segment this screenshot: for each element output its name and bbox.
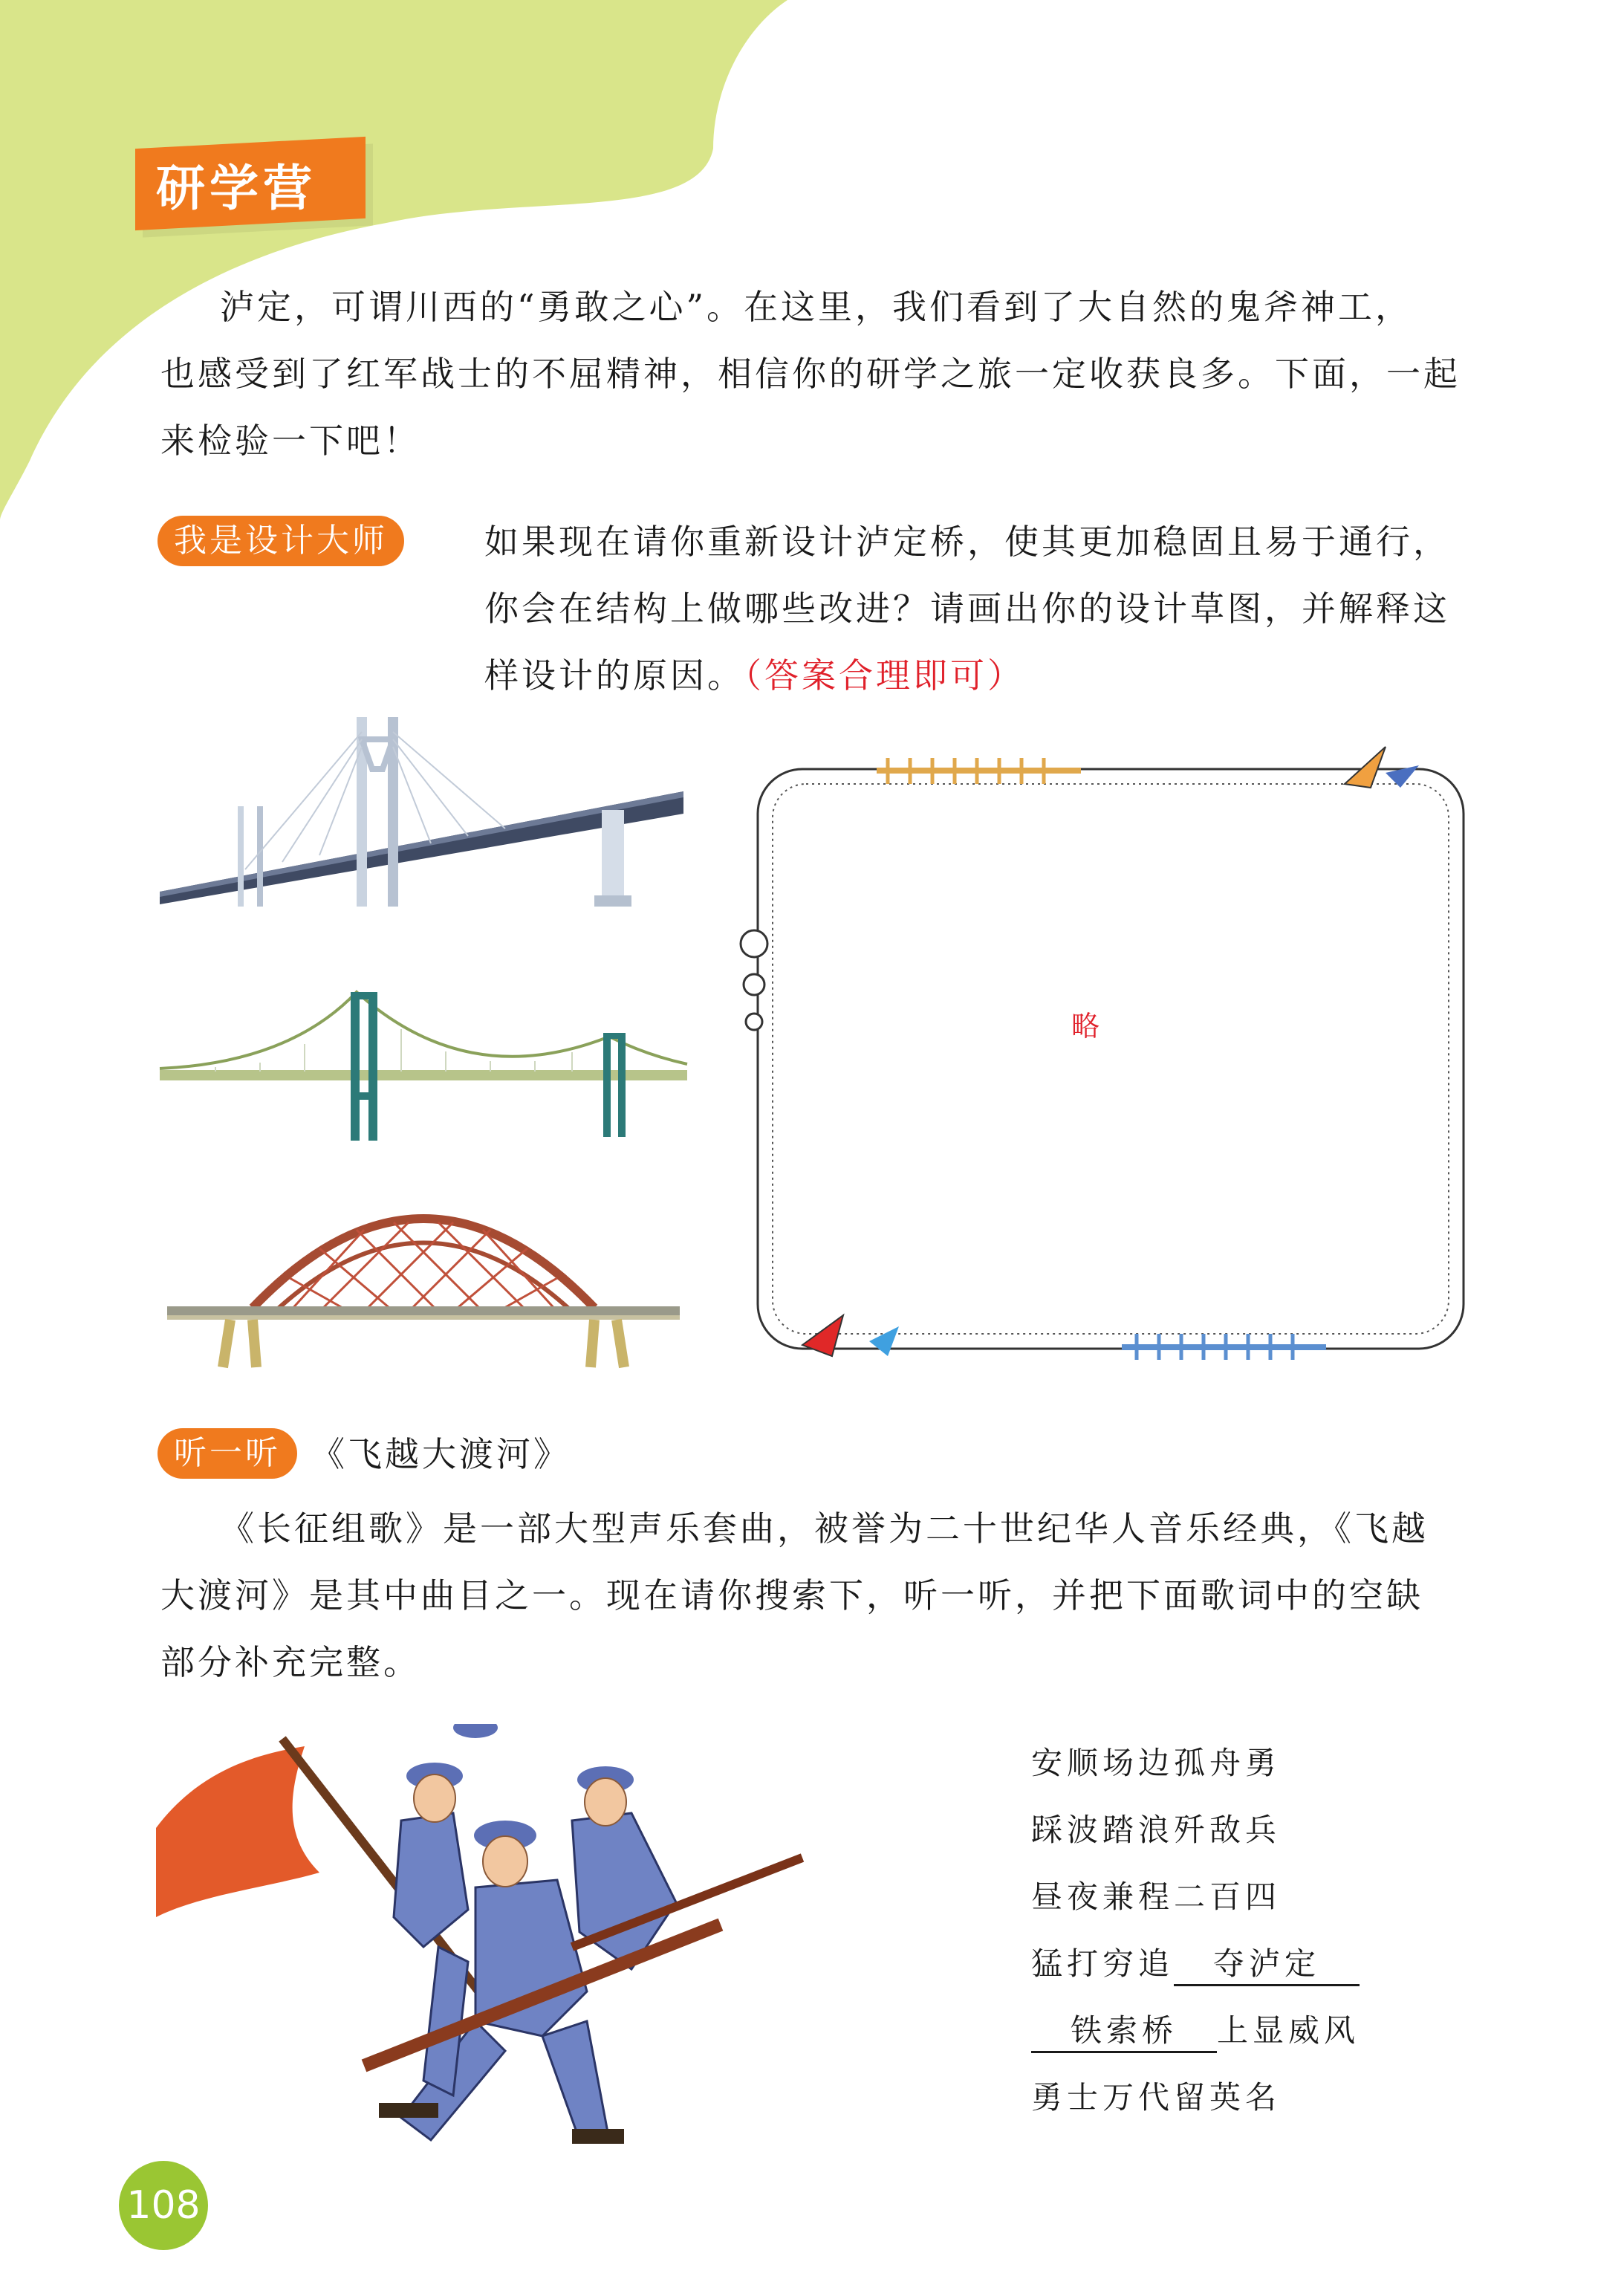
red-army-soldiers-illustration [156,1724,869,2155]
lyric-line-6: 勇士万代留英名 [1031,2079,1282,2116]
cable-stayed-bridge-illustration [156,710,691,910]
lyric-line-5-text: 上显威风 [1217,2012,1360,2049]
sketch-drawing-frame [732,743,1482,1360]
lyric-line-1: 安顺场边孤舟勇 [1031,1745,1282,1781]
song-title: 《飞越大渡河》 [311,1434,571,1474]
design-prompt-line-1: 如果现在请你重新设计泸定桥，使其更加稳固且易于通行， [484,522,1450,562]
listen-label: 听一听 [157,1428,297,1479]
page-number: 108 [119,2161,208,2250]
sketch-answer: 略 [1071,1010,1100,1043]
design-prompt-line-2: 你会在结构上做哪些改进？请画出你的设计草图，并解释这 [484,589,1450,629]
arch-bridge-illustration [156,1189,691,1375]
design-prompt-line-3 [484,642,1024,709]
lyric-line-4-text: 猛打穷追 [1031,1945,1175,1982]
lyric-line-2: 踩波踏浪歼敌兵 [1031,1812,1282,1848]
lyric-line-4 [1031,1939,1360,1986]
answer-note: （答案合理即可） [744,655,1024,696]
intro-line-1: 泸定，可谓川西的“勇敢之心”。在这里，我们看到了大自然的鬼斧神工， [220,287,1413,327]
intro-line-2: 也感受到了红军战士的不屈精神，相信你的研学之旅一定收获良多。下面，一起 [160,354,1461,394]
section-title: 研学营 [156,160,316,217]
listen-line-3: 部分补充完整。 [160,1642,420,1682]
lyric-line-5 [1031,2006,1360,2053]
listen-line-1: 《长征组歌》是一部大型声乐套曲，被誉为二十世纪华人音乐经典，《飞越 [220,1508,1429,1549]
intro-line-3: 来检验一下吧！ [160,421,420,461]
suspension-bridge-illustration [156,981,691,1144]
lyric-blank-1: 夺泸定 [1174,1939,1360,1986]
design-prompt-line-3-text: 样设计的原因。 [484,655,744,696]
listen-line-2: 大渡河》是其中曲目之一。现在请你搜索下，听一听，并把下面歌词中的空缺 [160,1575,1423,1615]
lyric-blank-2: 铁索桥 [1031,2006,1217,2053]
design-master-label: 我是设计大师 [157,516,404,566]
lyric-line-3: 昼夜兼程二百四 [1031,1879,1282,1915]
